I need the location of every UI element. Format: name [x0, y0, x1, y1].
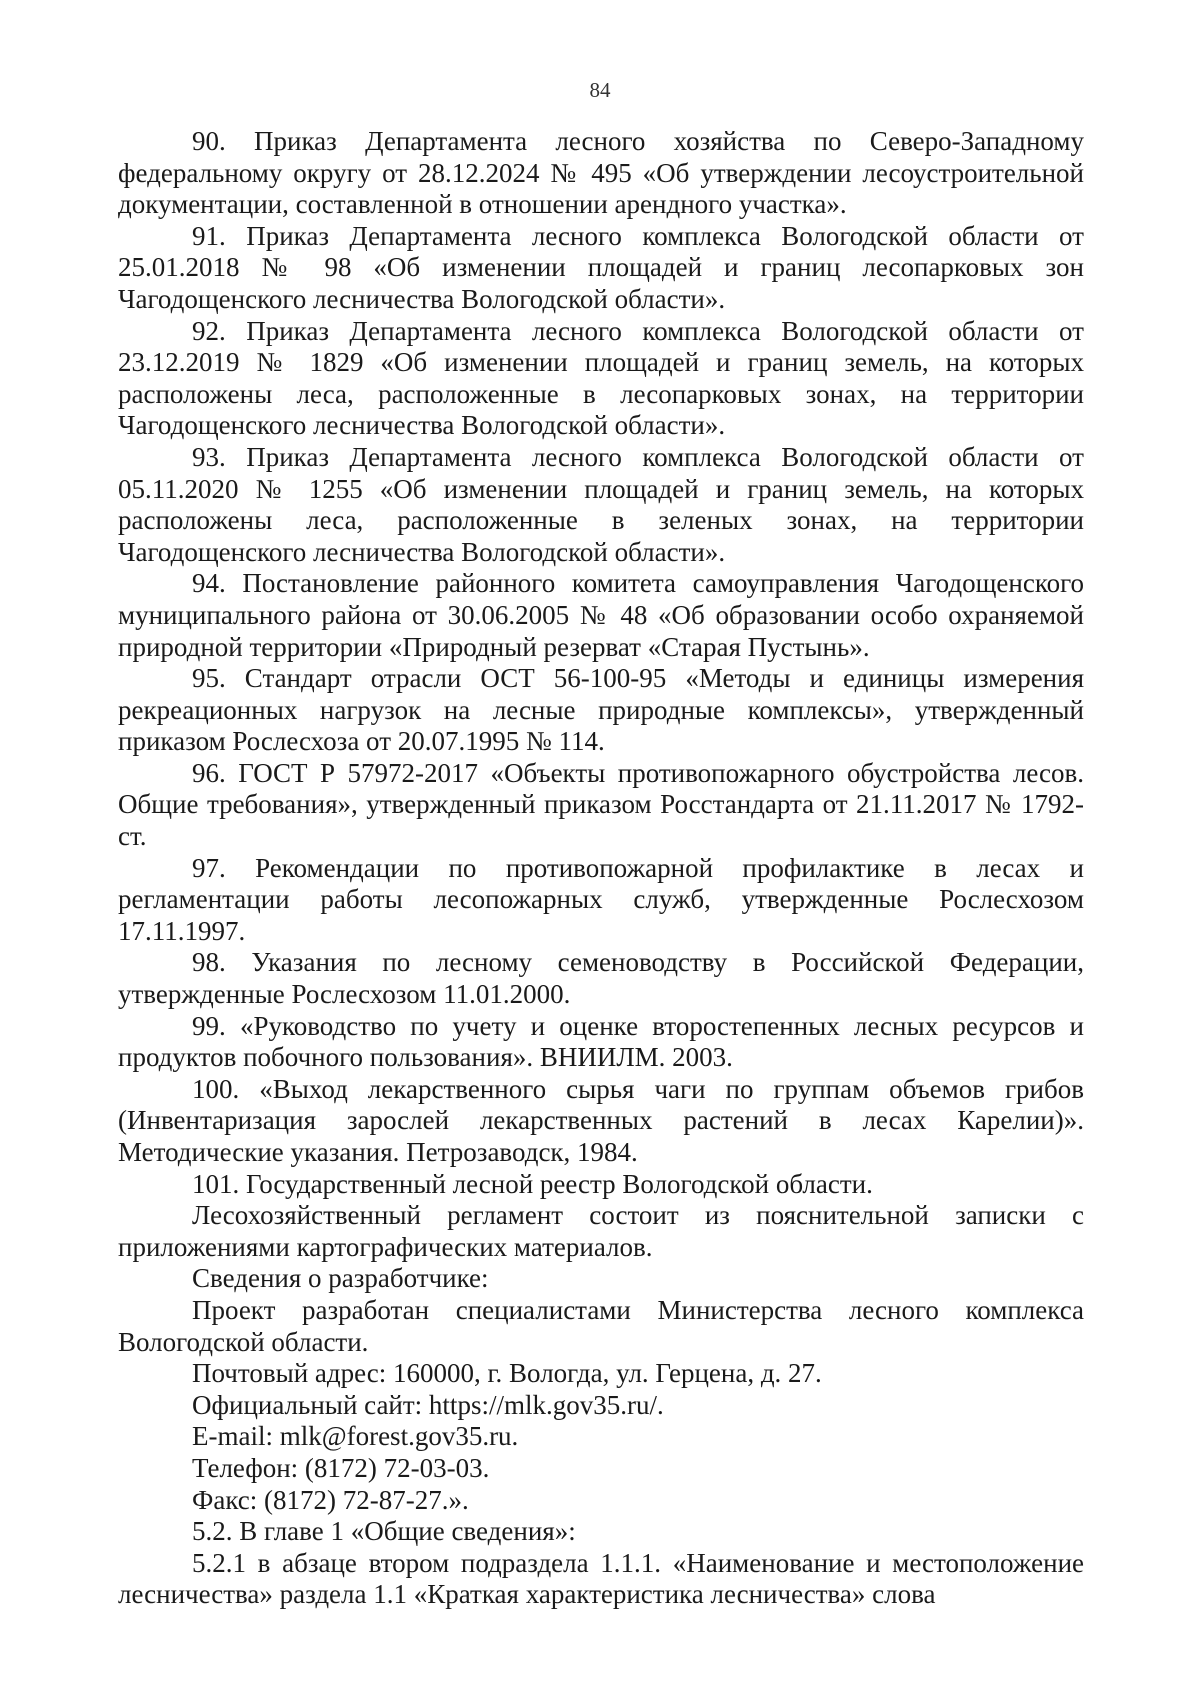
list-item-101: 101. Государственный лесной реестр Вологодской области. — [192, 1168, 873, 1199]
postal-address: Почтовый адрес: 160000, г. Вологда, ул. Герцена, д. 27. — [192, 1358, 822, 1389]
phone: Телефон: (8172) 72-03-03. — [192, 1452, 490, 1483]
list-item-97: 97. Рекомендации по противопожарной профилактике в лесах и регламентации работы лесопожарных служб, утвержденные Рослесхозом 17.11.1997. — [118, 852, 1084, 946]
developer-paragraph: Проект разработан специалистами Министерства лесного комплекса Вологодской области. — [118, 1294, 1084, 1357]
list-item-92: 92. Приказ Департамента лесного комплекса Вологодской области от 23.12.2019 № 1829 «Об изменении площадей и границ земель, на которых расположены леса, расположенные в лесопарковых зонах, на территории Чагодощенского лесничества Вологодской области». — [118, 315, 1084, 441]
list-item-100: 100. «Выход лекарственного сырья чаги по группам объемов грибов (Инвентаризация зарослей лекарственных растений в лесах Карелии)». Методические указания. Петрозаводск, 1984. — [118, 1073, 1084, 1167]
list-item-96: 96. ГОСТ Р 57972-2017 «Объекты противопожарного обустройства лесов. Общие требования», утвержденный приказом Росстандарта от 21.11.2017 № 1792-ст. — [118, 757, 1084, 852]
list-item-94: 94. Постановление районного комитета самоуправления Чагодощенского муниципального района от 30.06.2005 № 48 «Об образовании особо охраняемой природной территории «Природный резерват «Старая Пустынь». — [118, 568, 1084, 662]
email: E-mail: mlk@forest.gov35.ru. — [192, 1421, 519, 1452]
developer-info-heading: Сведения о разработчике: — [192, 1263, 489, 1294]
document-body — [118, 126, 1084, 1611]
list-item-90: 90. Приказ Департамента лесного хозяйства по Северо-Западному федеральному округу от 28.12.2024 № 495 «Об утверждении лесоустроительной документации, составленной в отношении арендного участка». — [118, 126, 1084, 220]
fax: Факс: (8172) 72-87-27.». — [192, 1484, 469, 1515]
list-item-99: 99. «Руководство по учету и оценке второстепенных лесных ресурсов и продуктов побочного пользования». ВНИИЛМ. 2003. — [118, 1010, 1084, 1073]
section-5-2: 5.2. В главе 1 «Общие сведения»: — [192, 1516, 576, 1547]
regulation-composition-paragraph: Лесохозяйственный регламент состоит из пояснительной записки с приложениями картографических материалов. — [118, 1200, 1084, 1262]
list-item-91: 91. Приказ Департамента лесного комплекса Вологодской области от 25.01.2018 № 98 «Об изменении площадей и границ лесопарковых зон Чагодощенского лесничества Вологодской области». — [118, 220, 1084, 314]
section-5-2-1: 5.2.1 в абзаце втором подраздела 1.1.1. «Наименование и местоположение лесничества» раздела 1.1 «Краткая характеристика лесничества» слова — [118, 1547, 1084, 1610]
list-item-93: 93. Приказ Департамента лесного комплекса Вологодской области от 05.11.2020 № 1255 «Об изменении площадей и границ земель, на которых расположены леса, расположенные в зеленых зонах, на территории Чагодощенского лесничества Вологодской области». — [118, 441, 1084, 567]
list-item-95: 95. Стандарт отрасли ОСТ 56-100-95 «Методы и единицы измерения рекреационных нагрузок на лесные природные комплексы», утвержденный приказом Рослесхоза от 20.07.1995 № 114. — [118, 663, 1084, 757]
list-item-98: 98. Указания по лесному семеноводству в Российской Федерации, утвержденные Рослесхозом 11.01.2000. — [118, 947, 1084, 1010]
official-website: Официальный сайт: https://mlk.gov35.ru/. — [192, 1389, 664, 1420]
page-number: 84 — [589, 78, 611, 102]
